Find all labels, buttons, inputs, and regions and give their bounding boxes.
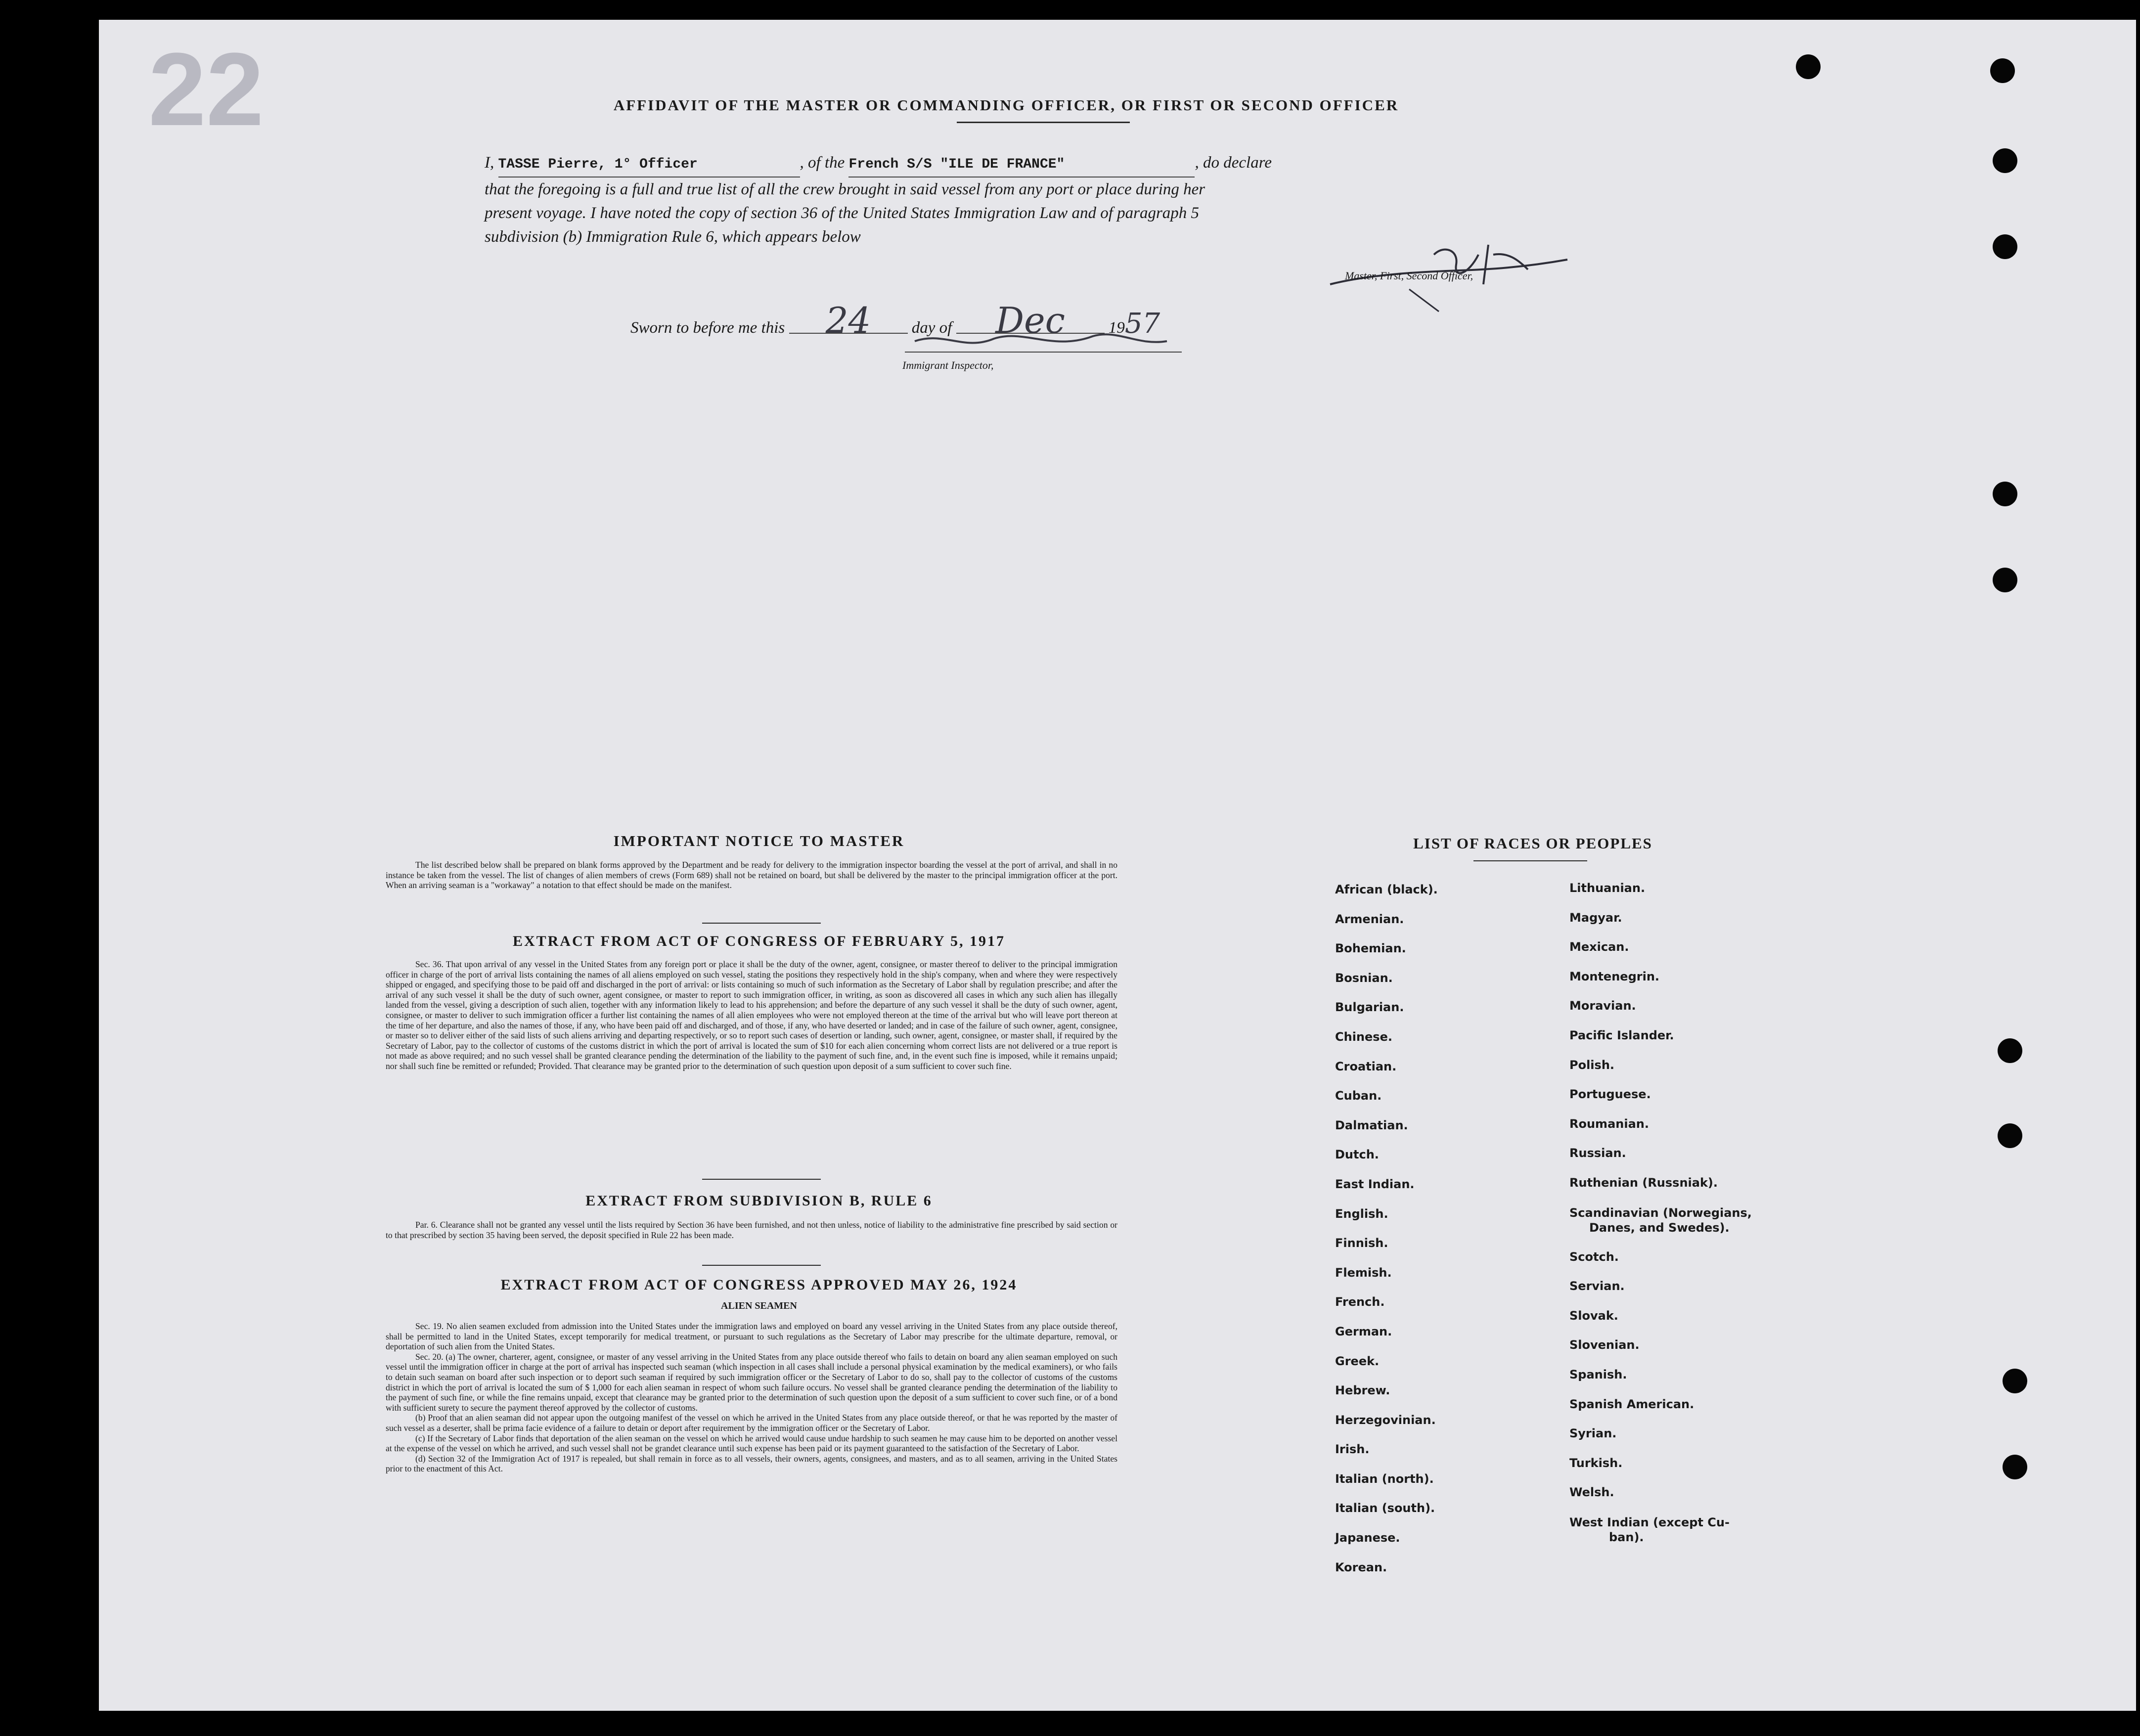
extract-1924-title: EXTRACT FROM ACT OF CONGRESS APPROVED MAY 26, 1924 [500, 1277, 1018, 1293]
rule6-text: Par. 6. Clearance shall not be granted any vessel until the lists required by Section 36 have been furnished, and not then unless, notice of liability to the administrative fine prescribed by said section or to that prescribed by section 35 having been served, the deposit specified in Rule 22 has been made. [386, 1220, 1117, 1240]
race-item: Welsh. [1569, 1485, 1614, 1500]
race-item: Armenian. [1335, 912, 1404, 926]
sec-20c-text: (c) If the Secretary of Labor finds that deportation of the alien seaman on the vessel on which he arrived would cause undue hardship to such seamen he may cause him to be deported on another vessel at the expense of the vessel on which he arrived, and such vessel shall not be grandet clearance until such expense has been paid or its payment guaranteed to the satisfaction of the Secretary of Labor. [386, 1433, 1117, 1454]
sec-20d-text: (d) Section 32 of the Immigration Act of 1917 is repealed, but shall remain in force as to all vessels, their owners, agents, consignees, and masters, and as to all seamen, arriving in the United States prior to the enactment of this Act. [386, 1453, 1117, 1474]
sworn-month: Dec [956, 308, 1105, 334]
divider [702, 923, 821, 924]
race-item: Scotch. [1569, 1249, 1619, 1264]
race-item-line: Scandinavian (Norwegians, [1569, 1205, 1752, 1220]
i-label: I, [485, 154, 494, 172]
race-item: East Indian. [1335, 1177, 1415, 1191]
divider [702, 1265, 821, 1266]
vessel-name: French S/S "ILE DE FRANCE" [848, 153, 1195, 178]
race-item: Turkish. [1569, 1456, 1623, 1470]
sworn-day: 24 [789, 308, 908, 334]
race-item: Japanese. [1335, 1531, 1400, 1545]
race-item: Finnish. [1335, 1236, 1388, 1250]
race-item: Italian (north). [1335, 1471, 1434, 1486]
race-item: Hebrew. [1335, 1383, 1390, 1398]
notice-text: The list described below shall be prepared on blank forms approved by the Department and be ready for delivery to the immigration inspector boarding the vessel at the port of arrival, and shall in no instance be taken from the vessel. The list of changes of alien members of crews (Form 689) shall not be retained on board, but shall be delivered by the master to the principal immigration officer at the port. When an arriving seaman is a "workaway" a notation to that effect should be made on the manifest. [386, 860, 1117, 890]
race-item: Slovenian. [1569, 1338, 1640, 1352]
race-item: Russian. [1569, 1146, 1626, 1160]
race-item: Dutch. [1335, 1148, 1379, 1162]
punch-hole [1796, 54, 1821, 79]
race-item: Pacific Islander. [1569, 1028, 1674, 1042]
race-item: Korean. [1335, 1560, 1387, 1574]
punch-hole [2003, 1369, 2027, 1393]
declaration-line-3: present voyage. I have noted the copy of section 36 of the United States Immigration Law and of paragraph 5 [485, 204, 1200, 222]
year-suffix: 57 [1124, 308, 1160, 340]
race-item: Servian. [1569, 1279, 1625, 1293]
race-item: Herzegovinian. [1335, 1413, 1436, 1427]
do-declare-label: , do declare [1195, 154, 1272, 172]
races-title: LIST OF RACES OR PEOPLES [1413, 835, 1652, 852]
race-item: Roumanian. [1569, 1116, 1649, 1131]
race-item-line: Danes, and Swedes). [1589, 1220, 1730, 1235]
race-item: Bohemian. [1335, 941, 1406, 956]
declaration-line-2: that the foregoing is a full and true list of all the crew brought in said vessel from any port or place during her [485, 180, 1205, 198]
race-item [1569, 1205, 1752, 1250]
race-item: Moravian. [1569, 999, 1636, 1013]
page-number: 22 [148, 31, 264, 147]
race-item: Portuguese. [1569, 1087, 1651, 1102]
race-item: German. [1335, 1324, 1392, 1338]
races-col-2 [1569, 881, 1752, 1559]
race-item: Italian (south). [1335, 1501, 1435, 1515]
punch-hole [1993, 234, 2017, 259]
race-item-line: West Indian (except Cu- [1569, 1515, 1730, 1529]
sec-19-text: Sec. 19. No alien seamen excluded from admission into the United States under the immigration laws and employed on board any vessel arriving in the United States from any place outside thereof, shall be permitted to land in the United States, except temporarily for medical treatment, or pursuant to such regulations as the Secretary of Labor may prescribe for the ultimate departure, removal, or deportation of such alien from the United States. [386, 1321, 1117, 1352]
notice-title: IMPORTANT NOTICE TO MASTER [613, 832, 905, 849]
race-item: Croatian. [1335, 1059, 1397, 1073]
race-item: Mexican. [1569, 940, 1629, 954]
year-prefix: 19 [1108, 319, 1125, 337]
race-item: Montenegrin. [1569, 969, 1660, 983]
race-item: French. [1335, 1295, 1385, 1309]
race-item: Bulgarian. [1335, 1000, 1404, 1015]
race-item: Chinese. [1335, 1029, 1392, 1044]
divider [702, 1179, 821, 1180]
race-item: English. [1335, 1206, 1388, 1221]
race-item: Spanish. [1569, 1367, 1627, 1381]
race-item: Ruthenian (Russniak). [1569, 1175, 1718, 1190]
day-of-label: day of [911, 319, 952, 337]
race-item: Cuban. [1335, 1089, 1382, 1103]
race-item: Greek. [1335, 1354, 1380, 1368]
title-rule [957, 122, 1130, 123]
rule6-title: EXTRACT FROM SUBDIVISION B, RULE 6 [585, 1193, 933, 1209]
divider [1473, 860, 1587, 861]
punch-hole [2003, 1455, 2027, 1479]
of-the-label: , of the [800, 154, 845, 172]
sec-20a-text: Sec. 20. (a) The owner, charterer, agent, consignee, or master of any vessel arriving in the United States from any place outside thereof who fails to detain on board any alien seaman employed on such vessel until the immigration officer in charge at the port of arrival has inspected such seaman (which inspection in all cases shall include a personal physical examination by the medical examiners), or who fails to detain such seaman on board after such inspection or to deport such seaman if required by such immigration officer or the Secretary of Labor to do so, shall pay to the collector of customs of the customs district in which the port of arrival is located the sum of $ 1,000 for each alien seaman in respect of whom such failure occurs. No vessel shall be granted clearance pending the determination of the liability to the payment of such fine, or while the fine remains unpaid, except that clearance may be granted prior to the determination of such question upon the deposit of a sum sufficient to cover such fine, or of a bond with sufficient surety to secure the payment thereof approved by the collector of customs. [386, 1351, 1117, 1413]
sec-20b-text: (b) Proof that an alien seaman did not appear upon the outgoing manifest of the vessel on which he arrived in the United States from any place outside thereof, or that he was reported by the master of such vessel as a deserter, shall be prima facie evidence of a failure to detain or deport after requirement by the immigration officer or the Secretary of Labor. [386, 1413, 1117, 1433]
officer-caption: Master, First, Second Officer, [1345, 269, 1473, 282]
punch-hole [1993, 568, 2017, 592]
race-item: Syrian. [1569, 1426, 1617, 1441]
punch-hole [1998, 1038, 2022, 1063]
race-item: Bosnian. [1335, 971, 1393, 985]
extract-1924-body [386, 1321, 1117, 1474]
affidavit-title: AFFIDAVIT OF THE MASTER OR COMMANDING OFFICER, OR FIRST OR SECOND OFFICER [613, 96, 1399, 114]
declaration-line-4: subdivision (b) Immigration Rule 6, which appears below [485, 228, 861, 246]
race-item [1569, 1515, 1752, 1559]
race-item: African (black). [1335, 883, 1438, 896]
punch-hole [1990, 58, 2015, 83]
inspector-signature [905, 321, 1182, 361]
officer-name: TASSE Pierre, 1° Officer [498, 153, 800, 178]
race-item: Lithuanian. [1569, 881, 1646, 895]
race-item: Flemish. [1335, 1265, 1392, 1280]
race-item: Magyar. [1569, 910, 1622, 925]
alien-seamen-subtitle: ALIEN SEAMEN [721, 1300, 797, 1311]
declaration-line-1 [485, 151, 1572, 178]
race-item: Dalmatian. [1335, 1118, 1408, 1132]
races-col-1 [1335, 883, 1438, 1590]
punch-hole [1993, 148, 2017, 173]
extract-1917-text: Sec. 36. That upon arrival of any vessel in the United States from any foreign port or place it shall be the duty of the owner, agent, consignee, or master thereof to deliver to the principal immigration officer in charge of the port of arrival lists containing the names of all aliens employed on such vessel, stating the positions they respectively hold in the ship's company, when and where they were respectively shipped or engaged, and specifying those to be paid off and discharged in the port of arrival: or lists containing so much of such information as the Secretary of Labor shall by regulation prescribe; and after the arrival of any such vessel it shall be the duty of such owner, agent consignee, or master to report to such immigration officer, in writing, as soon as discovered all cases in which any such alien has illegally landed from the vessel, giving a description of such alien, together with any information likely to lead to his apprehension; and before the departure of any such vessel it shall be the duty of such owner, agent, consignee, or master to deliver to such immigration officer a further list containing the names of all alien employees who were not employed thereon at the time of the arrival but who will leave port thereon at the time of her departure, and also the names of those, if any, who have been paid off and discharged, and of those, if any, who have deserted or landed; and in case of the failure of such owner, agent, consignee, or master so to deliver either of the said lists of such aliens arriving and departing respectively, or so to report such cases of desertion or landing, such owner, agent, consignee, or master shall, if required by the Secretary of Labor, pay to the collector of customs of the customs district in which the port of arrival is located the sum of $10 for each alien concerning whom correct lists are not delivered or a true report is not made as above required; and no such vessel shall be granted clearance pending the determination of the liability to the payment of such fine, and, in the event such fine is imposed, while it remains unpaid; nor shall such fine be remitted or refunded; Provided. That clearance may be granted prior to the determination of such question upon deposit of a sum sufficient to cover such fine. [386, 959, 1117, 1071]
sworn-label: Sworn to before me this [630, 319, 785, 337]
race-item: Spanish American. [1569, 1397, 1694, 1411]
inspector-caption: Immigrant Inspector, [902, 359, 994, 371]
punch-hole [1998, 1123, 2022, 1148]
race-item: Irish. [1335, 1442, 1370, 1457]
race-item: Slovak. [1569, 1308, 1618, 1323]
race-item: Polish. [1569, 1058, 1615, 1072]
punch-hole [1993, 482, 2017, 506]
race-item-line: ban). [1609, 1530, 1644, 1544]
extract-1917-title: EXTRACT FROM ACT OF CONGRESS OF FEBRUARY 5, 1917 [512, 933, 1006, 949]
